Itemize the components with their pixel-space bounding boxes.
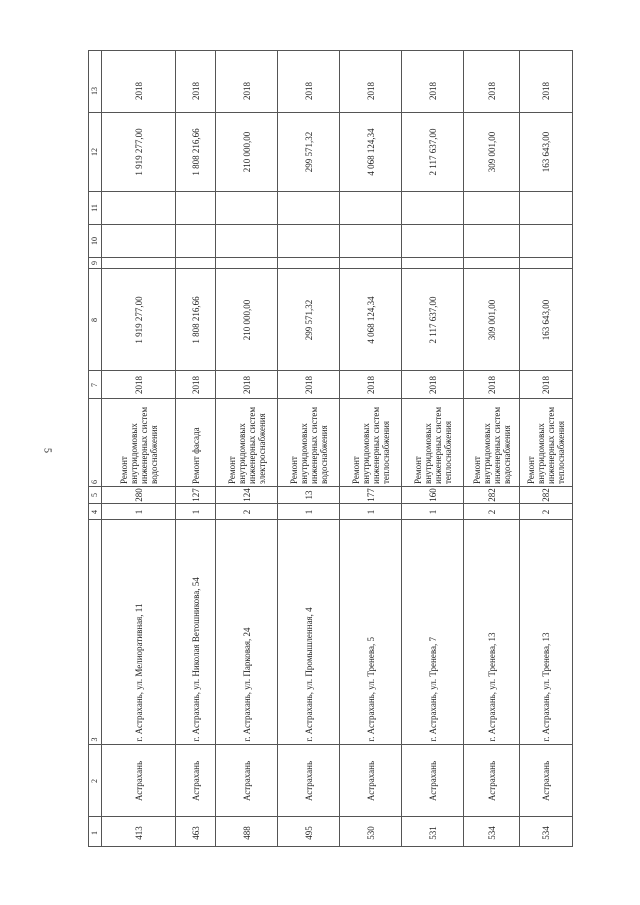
cell-text: Ремонт внутридомовых инженерных систем водоснабжения: [288, 406, 329, 484]
table-cell: [176, 519, 215, 744]
header-label: 8: [90, 317, 99, 322]
table-row: [520, 51, 572, 846]
cell-text: Ремонт внутридомовых инженерных систем электроснабжения: [226, 406, 267, 484]
table-cell: [340, 398, 401, 486]
header-label: 2: [90, 778, 99, 783]
cell-text: 299 571,32: [303, 299, 314, 340]
table-cell: [402, 370, 463, 398]
cell-text: 1: [133, 509, 144, 514]
cell-text: 463: [190, 825, 201, 840]
cell-text: 1 808 216,66: [190, 128, 201, 176]
cell-text: 160: [427, 488, 438, 502]
cell-text: г. Астрахань, ул. Промышленная, 4: [303, 607, 314, 742]
table-cell: [102, 370, 175, 398]
table-row: [464, 51, 520, 846]
table-cell: [176, 486, 215, 503]
header-label: 13: [90, 86, 99, 95]
table-cell: [340, 816, 401, 848]
table-cell: [464, 816, 519, 848]
header-cell: [89, 370, 101, 398]
cell-text: 488: [241, 825, 252, 840]
table-cell: [402, 744, 463, 816]
table-cell: [102, 816, 175, 848]
cell-text: 2 117 637,00: [427, 296, 438, 343]
cell-text: 534: [541, 825, 551, 840]
cell-text: 13: [303, 490, 314, 500]
table-cell: [464, 370, 519, 398]
cell-text: 4 068 124,34: [365, 128, 376, 176]
header-cell: [89, 816, 101, 848]
header-label: 7: [90, 382, 99, 387]
cell-text: 163 643,00: [541, 299, 551, 340]
table-cell: [216, 744, 277, 816]
table-cell: [176, 816, 215, 848]
cell-text: 2: [486, 509, 497, 514]
header-cell: [89, 112, 101, 191]
table-cell: [102, 268, 175, 370]
header-cell: [89, 69, 101, 112]
header-label: 9: [90, 261, 99, 265]
table-cell: [278, 112, 339, 191]
table-cell: [176, 224, 215, 257]
header-label: 4: [90, 509, 99, 514]
table-row: [176, 51, 216, 846]
table-row: [278, 51, 340, 846]
cell-text: 2018: [365, 81, 376, 100]
table-cell: [102, 69, 175, 112]
table-cell: [102, 224, 175, 257]
cell-text: 210 000,00: [241, 299, 252, 340]
table-cell: [340, 503, 401, 519]
cell-text: 282: [541, 488, 551, 502]
table-cell: [278, 224, 339, 257]
table-cell: [340, 69, 401, 112]
table-cell: [216, 224, 277, 257]
table-cell: [216, 69, 277, 112]
table-cell: [216, 486, 277, 503]
table-cell: [102, 257, 175, 268]
table-cell: [402, 257, 463, 268]
table-cell: [520, 519, 572, 744]
cell-text: г. Астрахань, ул. Мелиоративная, 11: [133, 603, 144, 742]
cell-text: 2018: [427, 375, 438, 394]
table-cell: [216, 519, 277, 744]
cell-text: 2: [241, 509, 252, 514]
header-label: 12: [90, 148, 99, 156]
cell-text: Астрахань: [486, 760, 497, 801]
cell-text: г. Астрахань, ул. Тренева, 7: [427, 637, 438, 742]
table-cell: [464, 519, 519, 744]
header-label: 11: [90, 204, 99, 212]
cell-text: 2018: [303, 81, 314, 100]
table-cell: [402, 486, 463, 503]
table-cell: [464, 486, 519, 503]
header-cell: [89, 268, 101, 370]
table-row: [102, 51, 176, 846]
table-cell: [278, 744, 339, 816]
header-row: [89, 51, 102, 846]
table-cell: [520, 268, 572, 370]
table-cell: [464, 69, 519, 112]
cell-text: Ремонт внутридомовых инженерных систем водоснабжения: [118, 406, 159, 484]
table-cell: [278, 519, 339, 744]
cell-text: 1 919 277,00: [133, 128, 144, 176]
table-cell: [520, 486, 572, 503]
table-cell: [520, 224, 572, 257]
cell-text: 2018: [486, 375, 497, 394]
table-cell: [520, 257, 572, 268]
page-number: 5: [41, 448, 53, 453]
cell-text: 2: [541, 509, 551, 514]
cell-text: 2018: [133, 81, 144, 100]
cell-text: Астрахань: [241, 760, 252, 801]
table-cell: [402, 191, 463, 224]
header-cell: [89, 398, 101, 486]
cell-text: 2018: [541, 81, 551, 100]
table-cell: [340, 370, 401, 398]
table-cell: [216, 112, 277, 191]
table-cell: [464, 112, 519, 191]
table-cell: [340, 224, 401, 257]
table-cell: [402, 503, 463, 519]
table-cell: [520, 503, 572, 519]
table-cell: [278, 191, 339, 224]
cell-text: г. Астрахань, ул. Тренева, 5: [365, 637, 376, 742]
header-label: 10: [90, 237, 99, 245]
cell-text: Астрахань: [133, 760, 144, 801]
table-cell: [278, 370, 339, 398]
cell-text: 2018: [241, 81, 252, 100]
table-cell: [216, 370, 277, 398]
cell-text: 2018: [303, 375, 314, 394]
cell-text: 2018: [190, 375, 201, 394]
cell-text: 280: [133, 488, 144, 502]
table-cell: [340, 519, 401, 744]
table-cell: [216, 503, 277, 519]
table-cell: [278, 398, 339, 486]
cell-text: 2 117 637,00: [427, 128, 438, 176]
table-cell: [176, 503, 215, 519]
cell-text: Ремонт внутридомовых инженерных систем водоснабжения: [471, 406, 512, 484]
cell-text: Ремонт внутридомовых инженерных систем теплоснабжения: [350, 406, 391, 484]
table-cell: [176, 112, 215, 191]
cell-text: 309 001,00: [486, 299, 497, 340]
cell-text: Ремонт внутридомовых инженерных систем теплоснабжения: [526, 406, 566, 484]
table-row: [340, 51, 402, 846]
table-cell: [520, 816, 572, 848]
header-cell: [89, 519, 101, 744]
cell-text: 4 068 124,34: [365, 295, 376, 344]
table-row: [402, 51, 464, 846]
table-cell: [216, 191, 277, 224]
cell-text: 309 001,00: [486, 131, 497, 173]
table-cell: [464, 224, 519, 257]
cell-text: 2018: [190, 81, 201, 100]
table-cell: [176, 191, 215, 224]
table-cell: [340, 191, 401, 224]
table-cell: [216, 257, 277, 268]
table-row: [216, 51, 278, 846]
cell-text: 2018: [541, 375, 551, 394]
table-cell: [520, 191, 572, 224]
table-cell: [176, 744, 215, 816]
capital-repair-table: [88, 50, 573, 847]
table-cell: [102, 744, 175, 816]
table-cell: [464, 268, 519, 370]
cell-text: 530: [365, 825, 376, 840]
table-cell: [402, 268, 463, 370]
cell-text: Астрахань: [427, 760, 438, 801]
table-cell: [278, 486, 339, 503]
table-cell: [464, 744, 519, 816]
cell-text: 531: [427, 825, 438, 840]
cell-text: 1: [303, 509, 314, 514]
table-cell: [278, 69, 339, 112]
table-cell: [176, 398, 215, 486]
cell-text: 2018: [241, 375, 252, 394]
cell-text: 495: [303, 825, 314, 840]
table-cell: [402, 816, 463, 848]
cell-text: 127: [190, 488, 201, 502]
header-cell: [89, 744, 101, 816]
table-cell: [520, 112, 572, 191]
table-cell: [402, 69, 463, 112]
cell-text: Астрахань: [190, 760, 201, 801]
cell-text: 534: [486, 825, 497, 840]
cell-text: 177: [365, 488, 376, 502]
cell-text: г. Астрахань, ул. Николая Ветошникова, 54: [190, 577, 201, 742]
table-cell: [102, 398, 175, 486]
table-cell: [176, 370, 215, 398]
table-cell: [402, 224, 463, 257]
cell-text: Астрахань: [365, 760, 376, 801]
table-cell: [278, 257, 339, 268]
table-cell: [340, 257, 401, 268]
cell-text: г. Астрахань, ул. Тренева, 13: [486, 632, 497, 742]
table-cell: [278, 268, 339, 370]
cell-text: 1 808 216,66: [190, 295, 201, 344]
table-cell: [176, 69, 215, 112]
header-cell: [89, 191, 101, 224]
table-cell: [102, 503, 175, 519]
table-cell: [520, 69, 572, 112]
cell-text: 1 919 277,00: [133, 295, 144, 344]
table-cell: [520, 370, 572, 398]
cell-text: 124: [241, 488, 252, 502]
table-cell: [176, 268, 215, 370]
table-cell: [216, 398, 277, 486]
table-cell: [464, 257, 519, 268]
header-label: 1: [90, 830, 99, 835]
table-cell: [216, 268, 277, 370]
table-cell: [278, 503, 339, 519]
table-cell: [464, 503, 519, 519]
table-cell: [402, 398, 463, 486]
cell-text: Ремонт фасада: [190, 426, 201, 484]
header-cell: [89, 224, 101, 257]
table-cell: [102, 519, 175, 744]
header-cell: [89, 257, 101, 268]
table-cell: [464, 398, 519, 486]
table-cell: [278, 816, 339, 848]
cell-text: 163 643,00: [541, 131, 551, 173]
header-cell: [89, 486, 101, 503]
table-cell: [520, 398, 572, 486]
cell-text: 2018: [427, 81, 438, 100]
cell-text: 1: [427, 509, 438, 514]
table-cell: [340, 268, 401, 370]
table-cell: [340, 744, 401, 816]
table-cell: [402, 112, 463, 191]
cell-text: 1: [365, 509, 376, 514]
cell-text: 210 000,00: [241, 131, 252, 173]
header-label: 6: [90, 479, 99, 484]
cell-text: Астрахань: [541, 760, 551, 801]
table-cell: [102, 486, 175, 503]
cell-text: г. Астрахань, ул. Парковая, 24: [241, 627, 252, 742]
cell-text: 299 571,32: [303, 131, 314, 173]
cell-text: 2018: [133, 375, 144, 394]
table-cell: [340, 112, 401, 191]
cell-text: 413: [133, 825, 144, 840]
table-cell: [102, 112, 175, 191]
cell-text: г. Астрахань, ул. Тренева, 13: [541, 632, 551, 742]
cell-text: 282: [486, 488, 497, 502]
header-cell: [89, 503, 101, 519]
cell-text: Астрахань: [303, 760, 314, 801]
cell-text: Ремонт внутридомовых инженерных систем теплоснабжения: [412, 406, 453, 484]
table-cell: [102, 191, 175, 224]
table-cell: [520, 744, 572, 816]
table-cell: [340, 486, 401, 503]
table-cell: [216, 816, 277, 848]
cell-text: 2018: [486, 81, 497, 100]
table-cell: [464, 191, 519, 224]
cell-text: 1: [190, 509, 201, 514]
header-label: 3: [90, 737, 99, 742]
header-label: 5: [90, 493, 99, 497]
table-cell: [402, 519, 463, 744]
table-cell: [176, 257, 215, 268]
cell-text: 2018: [365, 375, 376, 394]
